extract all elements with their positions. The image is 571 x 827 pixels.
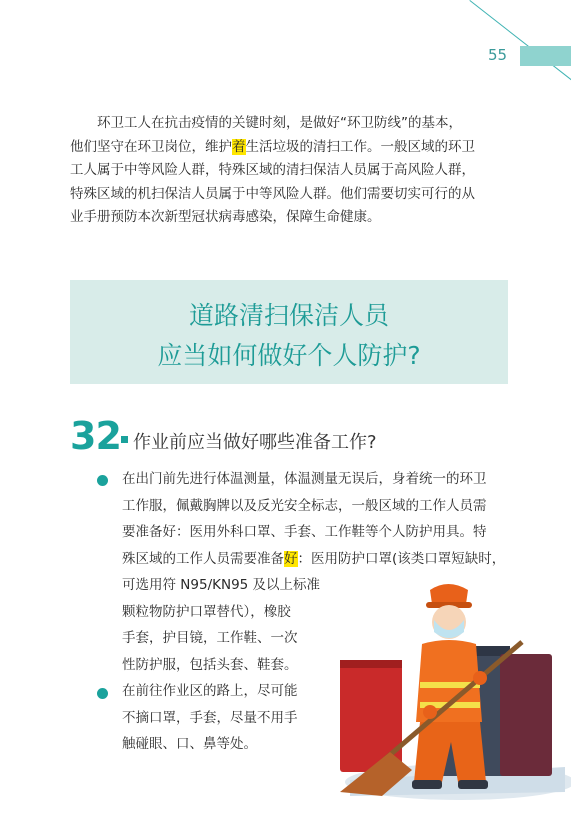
intro-line: 环卫工人在抗击疫情的关键时刻，是做好“环卫防线”的基本， — [97, 115, 462, 131]
worker-hand — [473, 671, 487, 685]
bullet-line: 颗粒物防护口罩替代），橡胶 — [122, 603, 291, 620]
sanitation-worker-illustration — [330, 582, 571, 802]
section-title-line2: 应当如何做好个人防护? — [157, 341, 421, 370]
bullet-paragraph-2 — [122, 678, 298, 758]
worker-cap — [430, 584, 468, 604]
bullet-line: 不摘口罩，手套，尽量不用手 — [122, 709, 298, 726]
question-title: 作业前应当做好哪些准备工作? — [133, 432, 377, 453]
bullet-line: 触碰眼、口、鼻等处。 — [122, 736, 257, 752]
bullet-icon — [97, 475, 108, 486]
highlighted-text: 好 — [284, 550, 298, 567]
intro-paragraph — [70, 112, 512, 230]
page-number: 55 — [488, 46, 508, 64]
bullet-line: 性防护服，包括头套、鞋套。 — [122, 656, 298, 673]
question-number-dot — [121, 436, 128, 443]
bullet-line: 要准备好：医用外科口罩、手套、工作鞋等个人防护用具。特 — [122, 524, 487, 540]
bullet-line: 可选用符 N95/KN95 及以上标准 — [122, 577, 321, 593]
highlighted-text: 着 — [232, 138, 246, 155]
bullet-line: 在出门前先进行体温测量，体温测量无误后，身着统一的环卫 — [122, 471, 487, 487]
bullet-line: 殊区域的工作人员需要准备好：医用防护口罩(该类口罩短缺时， — [122, 550, 506, 567]
intro-line: 特殊区域的机扫保洁人员属于中等风险人群。他们需要切实可行的从 — [70, 185, 475, 202]
section-title-box — [70, 280, 508, 384]
question-number: 32 — [70, 414, 121, 458]
intro-line: 他们坚守在环卫岗位，维护着生活垃圾的清扫工作。一般区域的环卫 — [70, 138, 475, 155]
intro-line: 工人属于中等风险人群，特殊区域的清扫保洁人员属于高风险人群， — [70, 162, 475, 178]
bullet-icon — [97, 688, 108, 699]
bullet-line: 在前往作业区的路上，尽可能 — [122, 683, 298, 699]
worker-shoe — [412, 780, 442, 789]
intro-line: 业手册预防本次新型冠状病毒感染，保障生命健康。 — [70, 209, 381, 225]
bullet-line: 手套，护目镜，工作鞋、一次 — [122, 630, 298, 646]
corner-decoration-line — [469, 0, 571, 81]
bullet-line: 工作服，佩戴胸牌以及反光安全标志，一般区域的工作人员需 — [122, 497, 487, 514]
page-tab — [520, 46, 571, 66]
maroon-trash-bin — [500, 654, 552, 776]
section-title-line1: 道路清扫保洁人员 — [188, 301, 389, 330]
